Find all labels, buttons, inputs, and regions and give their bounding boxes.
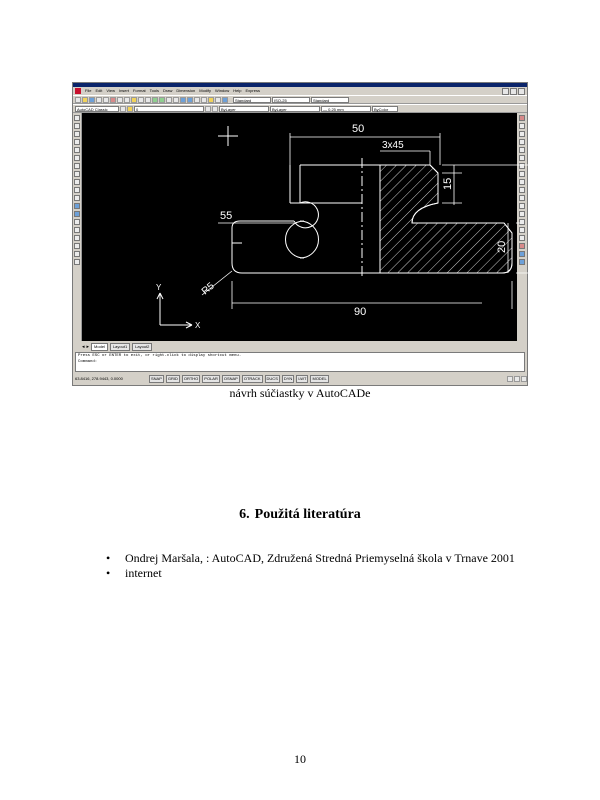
move-icon[interactable]: [519, 155, 525, 161]
dim-label-total-width: 90: [354, 306, 367, 318]
dim-label-flange-height: 20: [496, 240, 508, 253]
bullet-icon: •: [106, 566, 111, 580]
dim-label-top-width: 50: [352, 123, 365, 135]
make-block-icon[interactable]: [74, 211, 80, 217]
dim-label-step-height: 15: [442, 177, 454, 190]
design-center-icon[interactable]: [187, 97, 193, 103]
construction-line-icon[interactable]: [74, 123, 80, 129]
list-item: [106, 551, 515, 566]
reference-text: Ondrej Maršala, : AutoCAD, Združená Stredná Priemyselná škola v Trnave 2001: [125, 551, 515, 565]
dim-label-total-height: 45: [528, 215, 540, 228]
list-item: [106, 566, 515, 581]
workspace-select[interactable]: AutoCAD Classic: [75, 106, 119, 112]
break-icon[interactable]: [519, 211, 525, 217]
match-properties-icon[interactable]: [131, 97, 137, 103]
restore-icon[interactable]: [510, 88, 517, 95]
offset-icon[interactable]: [519, 139, 525, 145]
dyn-toggle[interactable]: DYN: [283, 376, 293, 381]
model-toggle[interactable]: MODEL: [312, 376, 327, 381]
workspace-settings-icon[interactable]: [120, 106, 126, 112]
menu-edit[interactable]: Edit: [95, 88, 103, 93]
menu-dimension[interactable]: Dimension: [176, 88, 196, 93]
ellipse-icon[interactable]: [74, 187, 80, 193]
fillet-icon[interactable]: [519, 235, 525, 241]
command-prompt[interactable]: Command:: [78, 360, 98, 364]
command-line[interactable]: [75, 352, 525, 372]
plot-style-select[interactable]: ByColor: [372, 106, 398, 112]
tool-palettes-icon[interactable]: [194, 97, 200, 103]
make-current-icon[interactable]: [205, 106, 211, 112]
erase-icon[interactable]: [519, 115, 525, 121]
menu-insert[interactable]: Insert: [118, 88, 129, 93]
clean-screen-icon[interactable]: [521, 376, 527, 382]
color-select[interactable]: ByLayer: [219, 106, 269, 112]
status-bar: [73, 374, 529, 384]
sheet-set-icon[interactable]: [201, 97, 207, 103]
paste-icon[interactable]: [124, 97, 130, 103]
drawing-canvas: [82, 113, 540, 341]
zoom-realtime-icon[interactable]: [159, 97, 165, 103]
dimension-icon[interactable]: [519, 259, 525, 265]
insert-block-icon[interactable]: [74, 203, 80, 209]
window-controls: [502, 88, 527, 95]
pan-icon[interactable]: [152, 97, 158, 103]
break-at-point-icon[interactable]: [519, 203, 525, 209]
osnap-settings-icon[interactable]: [519, 251, 525, 257]
section-title: Použitá literatúra: [254, 507, 361, 522]
help-icon[interactable]: [222, 97, 228, 103]
ucs-icon: [157, 293, 192, 328]
command-history-line: Press ESC or ENTER to exit, or right-click to display shortcut menu.: [78, 354, 242, 358]
preview-icon[interactable]: [103, 97, 109, 103]
menu-help[interactable]: Help: [233, 88, 242, 93]
revision-cloud-icon[interactable]: [74, 171, 80, 177]
array-icon[interactable]: [519, 147, 525, 153]
arc-icon[interactable]: [74, 155, 80, 161]
figure-caption: návrh súčiastky v AutoCADe: [229, 386, 371, 400]
close-icon[interactable]: [518, 88, 525, 95]
table-icon[interactable]: [74, 251, 80, 257]
standard-toolbar: [73, 95, 527, 104]
menu-express[interactable]: Express: [245, 88, 260, 93]
lwt-toggle[interactable]: LWT: [298, 376, 307, 381]
reference-text: internet: [125, 566, 162, 580]
dim-style-select[interactable]: ISO-25: [272, 97, 310, 103]
layout-tabs: [82, 343, 517, 351]
extend-icon[interactable]: [519, 195, 525, 201]
autocad-screenshot: [72, 82, 540, 386]
menu-bar: [73, 87, 527, 95]
calculator-icon[interactable]: [215, 97, 221, 103]
ucs-y-label: Y: [156, 283, 162, 292]
new-icon[interactable]: [75, 97, 81, 103]
bullet-icon: •: [106, 551, 111, 565]
linetype-select[interactable]: ByLayer: [270, 106, 320, 112]
lineweight-select[interactable]: — 0.25 mm: [321, 106, 371, 112]
menu-window[interactable]: Window: [215, 88, 230, 93]
circle-icon[interactable]: [74, 163, 80, 169]
communication-icon[interactable]: [514, 376, 520, 382]
ucs-x-label: X: [195, 321, 201, 330]
copy-object-icon[interactable]: [519, 123, 525, 129]
drawing-viewport[interactable]: [82, 113, 540, 341]
layer-previous-icon[interactable]: [212, 106, 218, 112]
next-tab-arrow-icon[interactable]: ▸: [86, 344, 90, 350]
stretch-icon[interactable]: [519, 179, 525, 185]
first-tab-arrow-icon[interactable]: ◂: [82, 344, 85, 350]
crosshair-cursor: [218, 126, 238, 146]
scale-icon[interactable]: [519, 171, 525, 177]
dim-label-chamfer: 3x45: [382, 140, 404, 151]
join-icon[interactable]: [519, 219, 525, 225]
polyline-icon[interactable]: [74, 131, 80, 137]
save-icon[interactable]: [89, 97, 95, 103]
rectangle-icon[interactable]: [74, 147, 80, 153]
cut-icon[interactable]: [110, 97, 116, 103]
page-number: 10: [294, 752, 306, 766]
osnap-toggle[interactable]: OSNAP: [223, 376, 238, 381]
otrack-toggle[interactable]: OTRACK: [243, 376, 261, 381]
table-style-select[interactable]: Standard: [311, 97, 349, 103]
properties-icon[interactable]: [180, 97, 186, 103]
hatch-icon[interactable]: [74, 227, 80, 233]
text-style-select[interactable]: Standard: [233, 97, 271, 103]
menu-draw[interactable]: Draw: [163, 88, 173, 93]
menu-file[interactable]: File: [85, 88, 92, 93]
redo-icon[interactable]: [145, 97, 151, 103]
tab-layout2[interactable]: Layout2: [132, 343, 152, 351]
explode-icon[interactable]: [519, 243, 525, 249]
polar-toggle[interactable]: POLAR: [204, 376, 218, 381]
dim-label-corner-radius: R5: [199, 280, 217, 298]
menu-format[interactable]: Format: [132, 88, 146, 93]
tab-layout1[interactable]: Layout1: [110, 343, 130, 351]
multiline-text-icon[interactable]: [74, 259, 80, 265]
ortho-toggle[interactable]: ORTHO: [183, 376, 199, 381]
layers-toolbar: [73, 104, 527, 113]
coordinate-readout: 63.8416, 278.9443, 0.0000: [75, 376, 123, 381]
zoom-window-icon[interactable]: [166, 97, 172, 103]
menu-modify[interactable]: Modify: [199, 88, 212, 93]
layer-select[interactable]: 0: [134, 106, 204, 112]
grid-toggle[interactable]: GRID: [167, 376, 178, 381]
gradient-icon[interactable]: [74, 235, 80, 241]
mirror-icon[interactable]: [519, 131, 525, 137]
layer-manager-icon[interactable]: [127, 106, 133, 112]
autocad-logo-icon: [75, 88, 81, 94]
tab-model[interactable]: Model: [91, 343, 108, 351]
minimize-icon[interactable]: [502, 88, 509, 95]
spline-icon[interactable]: [74, 179, 80, 185]
section-heading: [0, 507, 600, 523]
menu-view[interactable]: View: [106, 88, 115, 93]
section-number: 6.: [239, 507, 250, 522]
rotate-icon[interactable]: [519, 163, 525, 169]
undo-icon[interactable]: [138, 97, 144, 103]
trim-icon[interactable]: [519, 187, 525, 193]
zoom-previous-icon[interactable]: [173, 97, 179, 103]
region-icon[interactable]: [74, 243, 80, 249]
reference-list: [106, 551, 515, 581]
draw-toolbar: [73, 113, 82, 341]
copy-icon[interactable]: [117, 97, 123, 103]
polygon-icon[interactable]: [74, 139, 80, 145]
ducs-toggle[interactable]: DUCS: [266, 376, 278, 381]
ellipse-arc-icon[interactable]: [74, 195, 80, 201]
status-tray: [507, 376, 529, 382]
menu-tools[interactable]: Tools: [149, 88, 159, 93]
point-icon[interactable]: [74, 219, 80, 225]
markup-icon[interactable]: [208, 97, 214, 103]
lock-icon[interactable]: [507, 376, 513, 382]
dim-label-neck-radius: 55: [220, 210, 233, 222]
part-internal-lines: [232, 158, 380, 278]
chamfer-icon[interactable]: [519, 227, 525, 233]
snap-toggle[interactable]: SNAP: [151, 376, 162, 381]
print-icon[interactable]: [96, 97, 102, 103]
line-icon[interactable]: [74, 115, 80, 121]
open-icon[interactable]: [82, 97, 88, 103]
